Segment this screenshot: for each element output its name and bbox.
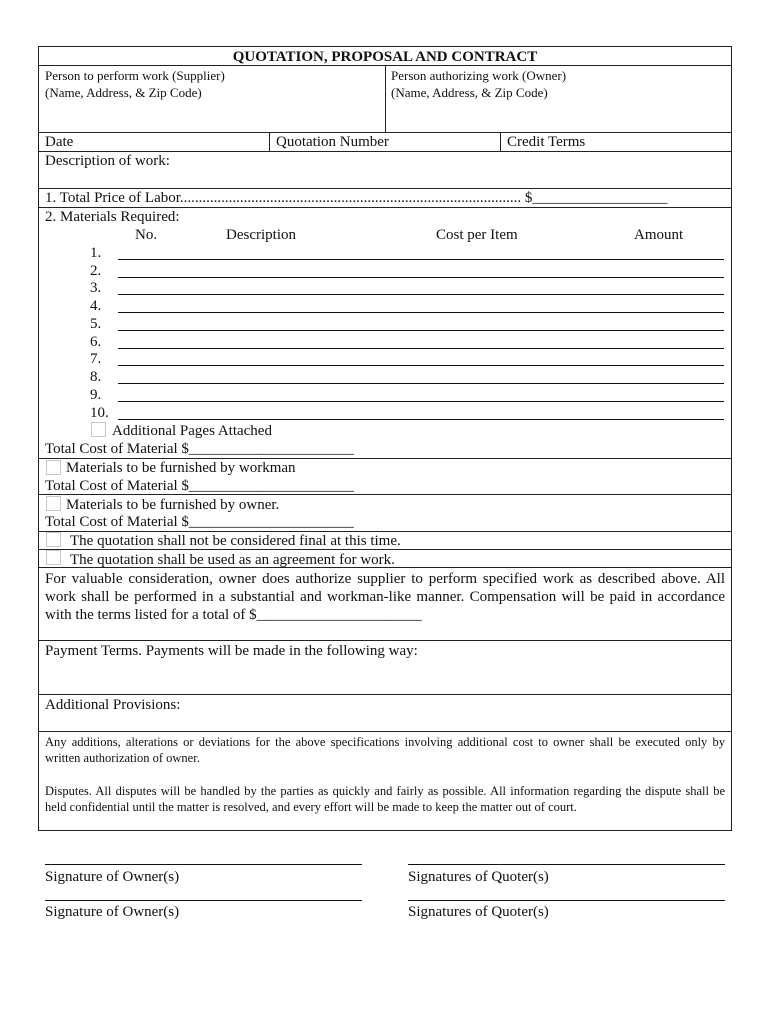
additional-provisions-field[interactable] bbox=[40, 715, 730, 729]
divider bbox=[38, 531, 732, 532]
material-line-input[interactable] bbox=[118, 330, 724, 331]
owner-signature-line[interactable] bbox=[45, 864, 362, 865]
labor-total-line[interactable]: 1. Total Price of Labor........................................................................................... $__________________ bbox=[45, 190, 668, 206]
furnished-by-workman-checkbox[interactable] bbox=[46, 460, 61, 475]
owner-signature-label: Signature of Owner(s) bbox=[45, 904, 180, 920]
materials-required-label: 2. Materials Required: bbox=[45, 209, 180, 225]
column-header-description: Description bbox=[226, 227, 296, 243]
total-cost-material-line[interactable]: Total Cost of Material $______________________ bbox=[45, 441, 354, 457]
divider bbox=[38, 207, 732, 208]
agreement-checkbox[interactable] bbox=[46, 550, 61, 565]
total-cost-material-line[interactable]: Total Cost of Material $______________________ bbox=[45, 478, 354, 494]
material-line-input[interactable] bbox=[118, 365, 724, 366]
material-line-input[interactable] bbox=[118, 294, 724, 295]
divider bbox=[38, 151, 732, 152]
material-line-input[interactable] bbox=[118, 312, 724, 313]
payment-terms-field[interactable] bbox=[40, 662, 730, 692]
quoter-signature-line[interactable] bbox=[408, 900, 725, 901]
alterations-paragraph: Any additions, alterations or deviations for the above specifications involving additional cost to owner shall be executed only by written authorization of owner. bbox=[45, 735, 725, 765]
row-number: 3. bbox=[90, 280, 102, 296]
payment-terms-label: Payment Terms. Payments will be made in the following way: bbox=[45, 643, 418, 659]
divider bbox=[385, 65, 386, 132]
row-number: 6. bbox=[90, 334, 102, 350]
not-final-checkbox[interactable] bbox=[46, 532, 61, 547]
material-line-input[interactable] bbox=[118, 383, 724, 384]
additional-pages-label: Additional Pages Attached bbox=[112, 423, 272, 439]
material-line-input[interactable] bbox=[118, 401, 724, 402]
divider bbox=[38, 567, 732, 568]
quoter-signature-label: Signatures of Quoter(s) bbox=[408, 904, 549, 920]
quotation-number-field[interactable]: Quotation Number bbox=[276, 134, 389, 150]
material-line-input[interactable] bbox=[118, 259, 724, 260]
material-line-input[interactable] bbox=[118, 277, 724, 278]
disputes-paragraph: Disputes. All disputes will be handled by the parties as quickly and fairly as possible. All information regarding the dispute shall be held confidential until the matter is resolved, and every effort will be made to keep the matter out of court. bbox=[45, 784, 725, 814]
material-line-input[interactable] bbox=[118, 419, 724, 420]
date-field[interactable]: Date bbox=[45, 134, 74, 150]
agreement-label: The quotation shall be used as an agreement for work. bbox=[70, 552, 395, 568]
supplier-label: Person to perform work (Supplier) bbox=[45, 68, 225, 83]
divider bbox=[38, 731, 732, 732]
owner-field[interactable] bbox=[387, 103, 730, 131]
additional-pages-checkbox[interactable] bbox=[91, 422, 106, 437]
divider bbox=[269, 132, 270, 151]
furnished-by-workman-label: Materials to be furnished by workman bbox=[66, 460, 296, 476]
consideration-paragraph: For valuable consideration, owner does authorize supplier to perform specified work as described above. All work shall be performed in a substantial and workman-like manner. Compensation will be paid in accordance with the terms listed for a total of $______________________ bbox=[45, 571, 725, 623]
description-field[interactable] bbox=[40, 171, 730, 187]
row-number: 7. bbox=[90, 351, 102, 367]
credit-terms-field[interactable]: Credit Terms bbox=[507, 134, 586, 150]
divider bbox=[38, 640, 732, 641]
column-header-amount: Amount bbox=[634, 227, 684, 243]
not-final-label: The quotation shall not be considered final at this time. bbox=[70, 533, 401, 549]
row-number: 5. bbox=[90, 316, 102, 332]
furnished-by-owner-checkbox[interactable] bbox=[46, 496, 61, 511]
additional-provisions-label: Additional Provisions: bbox=[45, 697, 181, 713]
furnished-by-owner-label: Materials to be furnished by owner. bbox=[66, 497, 280, 513]
row-number: 10. bbox=[90, 405, 109, 421]
divider bbox=[38, 132, 732, 133]
divider bbox=[38, 458, 732, 459]
material-line-input[interactable] bbox=[118, 348, 724, 349]
divider bbox=[38, 188, 732, 189]
owner-sub-label: (Name, Address, & Zip Code) bbox=[391, 85, 548, 100]
row-number: 2. bbox=[90, 263, 102, 279]
row-number: 8. bbox=[90, 369, 102, 385]
total-cost-material-line[interactable]: Total Cost of Material $______________________ bbox=[45, 514, 354, 530]
column-header-no: No. bbox=[135, 227, 158, 243]
supplier-sub-label: (Name, Address, & Zip Code) bbox=[45, 85, 202, 100]
description-label: Description of work: bbox=[45, 153, 170, 169]
divider bbox=[500, 132, 501, 151]
quoter-signature-line[interactable] bbox=[408, 864, 725, 865]
owner-signature-label: Signature of Owner(s) bbox=[45, 869, 180, 885]
form-title: QUOTATION, PROPOSAL AND CONTRACT bbox=[232, 49, 538, 65]
divider bbox=[38, 694, 732, 695]
quoter-signature-label: Signatures of Quoter(s) bbox=[408, 869, 549, 885]
owner-signature-line[interactable] bbox=[45, 900, 362, 901]
row-number: 4. bbox=[90, 298, 102, 314]
column-header-cost: Cost per Item bbox=[436, 227, 518, 243]
row-number: 9. bbox=[90, 387, 102, 403]
supplier-field[interactable] bbox=[40, 103, 384, 131]
owner-label: Person authorizing work (Owner) bbox=[391, 68, 567, 83]
divider bbox=[38, 494, 732, 495]
row-number: 1. bbox=[90, 245, 102, 261]
divider bbox=[38, 549, 732, 550]
